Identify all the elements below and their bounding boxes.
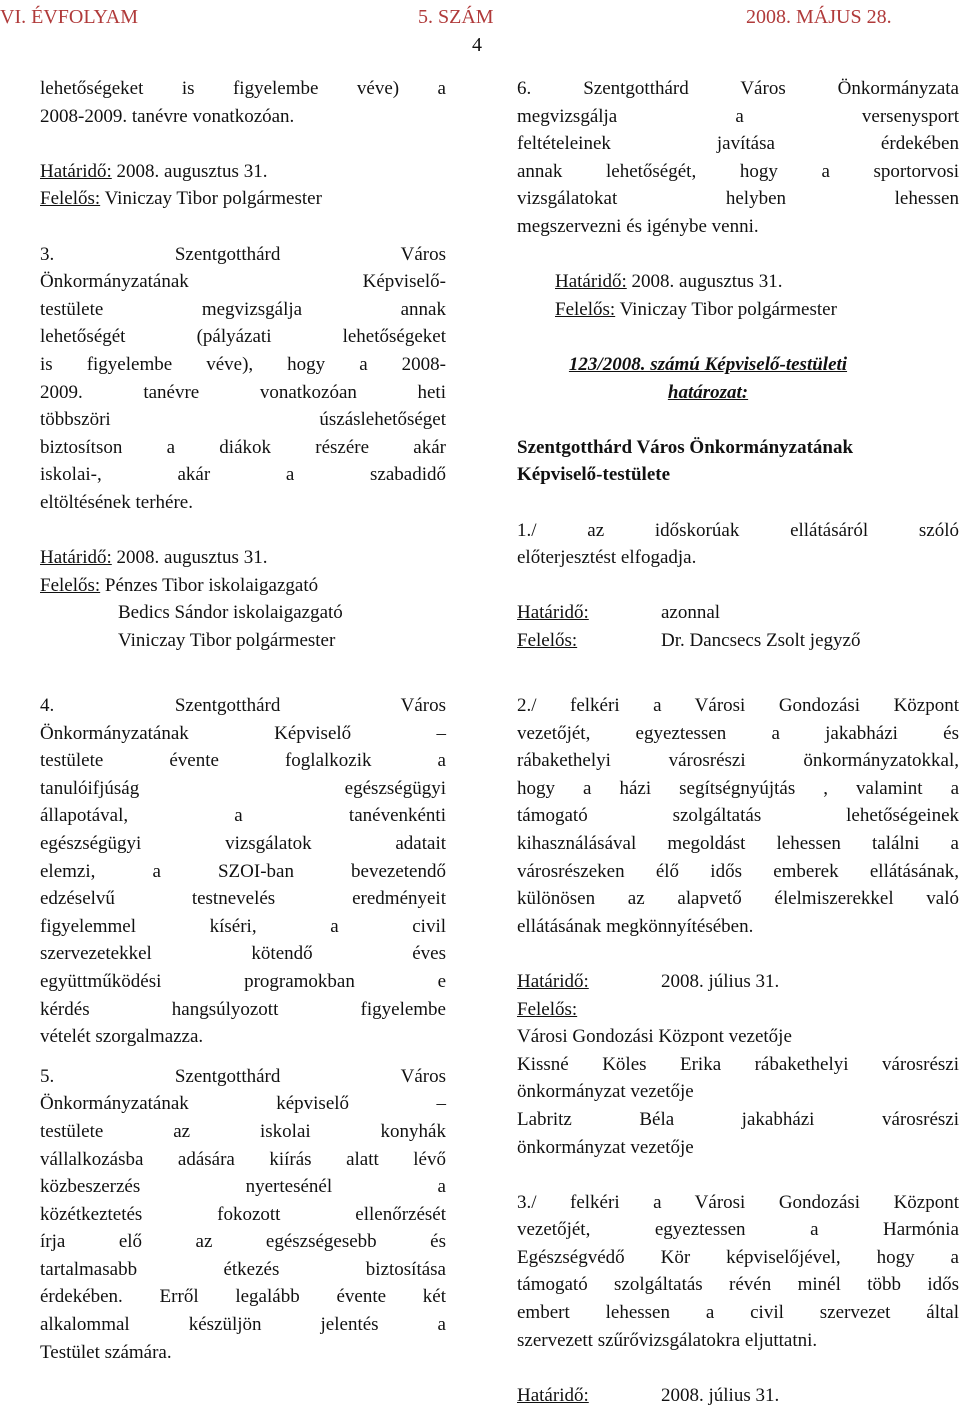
text-line: edzéselvű testnevelés eredményeit xyxy=(40,888,446,910)
responsible-value: Labritz Béla jakabházi városrészi xyxy=(517,1108,959,1130)
deadline-line xyxy=(517,1382,959,1410)
text-line: 6. Szentgotthárd Város Önkormányzata xyxy=(517,78,959,99)
deadline-line xyxy=(517,599,959,627)
text-line: figyelemmel kíséri, a civil xyxy=(40,915,446,937)
responsible-value: Kissné Köles Erika rábakethelyi városrészi xyxy=(517,1053,959,1075)
header-volume: VI. ÉVFOLYAM xyxy=(0,6,138,28)
text-line: tartalmasabb étkezés biztosítása xyxy=(40,1258,446,1280)
text-line: iskolai-, akár a szabadidő xyxy=(40,464,446,486)
text-line: feltételeinek javítása érdekében xyxy=(517,133,959,155)
text-line: közétkeztetés fokozott ellenőrzését xyxy=(40,1203,446,1225)
responsible-label: Felelős: xyxy=(40,574,101,596)
text-line: 1./ az időskorúak ellátásáról szóló xyxy=(517,519,959,541)
resolution-body: Szentgotthárd Város Önkormányzatának xyxy=(517,436,854,458)
item-4 xyxy=(40,692,446,1051)
responsible-value: Viniczay Tibor polgármester xyxy=(118,629,336,651)
text-line: érdekében. Erről legalább évente két xyxy=(40,1286,446,1308)
resolution-title: határozat: xyxy=(667,381,749,403)
right-column-lower xyxy=(517,692,959,1409)
text-line: vezetőjét, egyeztessen a Harmónia xyxy=(517,1219,959,1241)
responsible-value: Városi Gondozási Központ vezetője xyxy=(517,1026,792,1048)
deadline-line xyxy=(517,268,959,296)
text-line: biztosítson a diákok részére akár xyxy=(40,436,446,458)
text-line: elemzi, a SZOI-ban bevezetendő xyxy=(40,860,446,882)
page-number: 4 xyxy=(472,34,482,56)
deadline-value: azonnal xyxy=(661,602,721,624)
text-line: is figyelembe véve), hogy a 2008- xyxy=(40,353,446,375)
text-line: 4. Szentgotthárd Város xyxy=(40,695,446,716)
item-3 xyxy=(40,241,446,655)
text-line: 5. Szentgotthárd Város xyxy=(40,1065,446,1087)
text-line: megszervezni és igénybe venni. xyxy=(517,215,759,237)
text-line: annak lehetőségét, hogy a sportorvosi xyxy=(517,160,959,182)
responsible-label: Felelős: xyxy=(517,629,578,651)
text-line: rábakethelyi városrészi önkormányzatokkal, xyxy=(517,750,959,772)
text-line: 2./ felkéri a Városi Gondozási Központ xyxy=(517,695,959,716)
text-line: vállalkozásba adására kiírás alatt lévő xyxy=(40,1148,446,1170)
responsible-value: Viniczay Tibor polgármester xyxy=(615,298,837,320)
point-2 xyxy=(517,692,959,1161)
text-line: ellátásának megkönnyítésében. xyxy=(517,915,754,937)
text-line: városrészeken élő idős emberek ellátásának, xyxy=(517,860,959,882)
text-line: 3./ felkéri a Városi Gondozási Központ xyxy=(517,1191,959,1213)
text-line: Önkormányzatának Képviselő – xyxy=(40,722,446,744)
deadline-line xyxy=(40,544,446,572)
text-line: testülete évente foglalkozik a xyxy=(40,750,446,772)
deadline-label: Határidő: xyxy=(40,547,112,569)
deadline-label: Határidő: xyxy=(40,160,112,182)
text-line: különösen az alapvető élelmiszerekkel való xyxy=(517,888,959,910)
text-line: szervezett szűrővizsgálatokra eljuttatni. xyxy=(517,1329,818,1351)
text-line: 2009. tanévre vonatkozóan heti xyxy=(40,381,446,403)
right-column xyxy=(517,75,959,654)
text-line: egészségügyi vizsgálatok adatait xyxy=(40,832,446,854)
responsible-label: Felelős: xyxy=(40,188,101,210)
text-line: előterjesztést elfogadja. xyxy=(517,547,697,569)
item-5 xyxy=(40,1063,446,1367)
deadline-label: Határidő: xyxy=(517,602,589,624)
responsible-label: Felelős: xyxy=(555,298,616,320)
text-line: vezetőjét, egyeztessen a jakabházi és xyxy=(517,722,959,744)
deadline-label: Határidő: xyxy=(555,271,627,293)
left-column xyxy=(40,75,446,654)
deadline-value: 2008. augusztus 31. xyxy=(111,547,268,569)
responsible-value: Pénzes Tibor iskolaigazgató xyxy=(100,574,319,596)
point-3 xyxy=(517,1189,959,1410)
responsible-value: Viniczay Tibor polgármester xyxy=(100,188,322,210)
text-line: testülete megvizsgálja annak xyxy=(40,298,446,320)
deadline-value: 2008. augusztus 31. xyxy=(626,271,783,293)
deadline-line xyxy=(517,968,959,996)
deadline-label: Határidő: xyxy=(517,1384,589,1406)
header-date: 2008. MÁJUS 28. xyxy=(746,6,892,28)
deadline-line xyxy=(40,158,446,186)
text-line: vizsgálatokat helyben lehessen xyxy=(517,188,959,210)
resolution-body: Képviselő-testülete xyxy=(517,464,671,486)
text-line: állapotával, a tanévenkénti xyxy=(40,805,446,827)
responsible-value: önkormányzat vezetője xyxy=(517,1136,694,1158)
deadline-value: 2008. július 31. xyxy=(661,1384,780,1406)
text-line: kihasználásával megoldást lehessen találni a xyxy=(517,832,959,854)
text-line: eltöltésének terhére. xyxy=(40,491,193,513)
text-line: tanulóifjúság egészségügyi xyxy=(40,777,446,799)
point-1 xyxy=(517,517,959,655)
text-line: Egészségvédő Kör képviselőjével, hogy a xyxy=(517,1246,959,1268)
text-line: embert lehessen a civil szervezet által xyxy=(517,1302,959,1324)
responsible-line xyxy=(40,572,446,600)
responsible-line xyxy=(517,296,959,324)
text-line: támogató szolgáltatás lehetőségeinek xyxy=(517,805,959,827)
text-line: támogató szolgáltatás révén minél több idős xyxy=(517,1274,959,1296)
text-line: 2008-2009. tanévre vonatkozóan. xyxy=(40,105,295,127)
text-line: többszöri úszáslehetőséget xyxy=(40,409,446,431)
left-column-lower xyxy=(40,692,446,1366)
text-line: hogy a házi segítségnyújtás , valamint a xyxy=(517,777,959,799)
responsible-line xyxy=(517,627,959,655)
responsible-line xyxy=(40,185,446,213)
deadline-value: 2008. augusztus 31. xyxy=(111,160,268,182)
deadline-label: Határidő: xyxy=(517,970,589,992)
text-line: 3. Szentgotthárd Város xyxy=(40,243,446,265)
item-6 xyxy=(517,75,959,323)
header-issue: 5. SZÁM xyxy=(418,6,494,28)
responsible-value: önkormányzat vezetője xyxy=(517,1081,694,1103)
resolution-title: 123/2008. számú Képviselő-testületi xyxy=(568,353,848,375)
text-line: alkalommal készüljön jelentés a xyxy=(40,1314,446,1336)
responsible-value: Bedics Sándor iskolaigazgató xyxy=(118,602,343,624)
text-line: Testület számára. xyxy=(40,1341,172,1363)
text-line: Önkormányzatának képviselő – xyxy=(40,1093,446,1115)
responsible-value: Dr. Dancsecs Zsolt jegyző xyxy=(661,629,861,651)
text-line: együttműködési programokban e xyxy=(40,970,446,992)
text-line: megvizsgálja a versenysport xyxy=(517,105,959,127)
text-line: közbeszerzés nyertesénél a xyxy=(40,1176,446,1198)
text-line: kérdés hangsúlyozott figyelembe xyxy=(40,998,446,1020)
responsible-label: Felelős: xyxy=(517,998,578,1020)
text-line: vételét szorgalmazza. xyxy=(40,1026,204,1048)
text-line: Önkormányzatának Képviselő- xyxy=(40,271,446,293)
text-line: lehetőségét (pályázati lehetőségeket xyxy=(40,326,446,348)
text-line: írja elő az egészségesebb és xyxy=(40,1231,446,1253)
deadline-value: 2008. július 31. xyxy=(661,970,780,992)
text-line: testülete az iskolai konyhák xyxy=(40,1120,446,1142)
text-line: szervezetekkel kötendő éves xyxy=(40,943,446,965)
text-line: lehetőségeket is figyelembe véve) a xyxy=(40,78,446,99)
